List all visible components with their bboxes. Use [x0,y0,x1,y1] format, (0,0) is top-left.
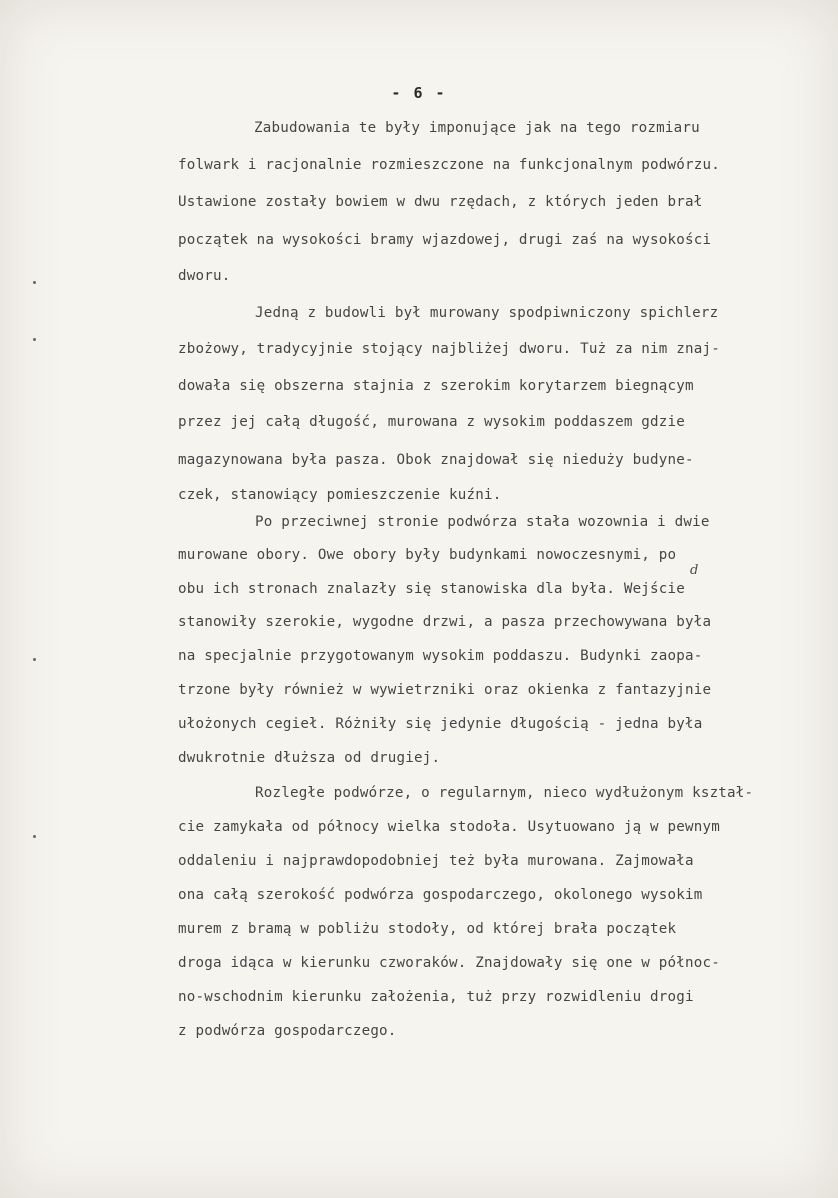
text-line: Ustawione zostały bowiem w dwu rzędach, z których jeden brał [178,194,703,210]
text-line: stanowiły szerokie, wygodne drzwi, a pasza przechowywana była [178,614,712,630]
text-line: no-wschodnim kierunku założenia, tuż przy rozwidleniu drogi [178,989,694,1005]
text-line: na specjalnie przygotowanym wysokim poddaszu. Budynki zaopa- [178,648,703,664]
margin-dot [33,835,36,838]
text-line: oddaleniu i najprawdopodobniej też była murowana. Zajmowała [178,853,694,869]
text-line: Rozległe podwórze, o regularnym, nieco wydłużonym kształ- [255,785,754,801]
text-line: folwark i racjonalnie rozmieszczone na funkcjonalnym podwórzu. [178,157,720,173]
text-line: ułożonych cegieł. Różniły się jedynie długością - jedna była [178,716,703,732]
margin-dot [33,338,36,341]
text-line: dwukrotnie dłuższa od drugiej. [178,750,441,766]
text-line: obu ich stronach znalazły się stanowiska dla była. Wejście [178,581,686,597]
text-line: trzone były również w wywietrzniki oraz okienka z fantazyjnie [178,682,712,698]
text-line: Jedną z budowli był murowany spodpiwniczony spichlerz [255,305,719,321]
text-line: czek, stanowiący pomieszczenie kuźni. [178,487,502,503]
text-line: magazynowana była pasza. Obok znajdował się nieduży budyne- [178,452,694,468]
text-line: dworu. [178,268,231,284]
page-number: - 6 - [391,84,447,102]
handwritten-correction: d [690,563,699,578]
text-line: dowała się obszerna stajnia z szerokim korytarzem biegnącym [178,378,694,394]
text-line: Po przeciwnej stronie podwórza stała wozownia i dwie [255,514,710,530]
text-line: cie zamykała od północy wielka stodoła. Usytuowano ją w pewnym [178,819,720,835]
text-line: z podwórza gospodarczego. [178,1023,397,1039]
text-line: murowane obory. Owe obory były budynkami nowoczesnymi, po [178,547,677,563]
text-line: Zabudowania te były imponujące jak na tego rozmiaru [254,120,700,136]
text-line: droga idąca w kierunku czworaków. Znajdowały się one w północ- [178,955,720,971]
text-line: zbożowy, tradycyjnie stojący najbliżej dworu. Tuż za nim znaj- [178,341,720,357]
text-line: ona całą szerokość podwórza gospodarczego, okolonego wysokim [178,887,703,903]
margin-dot [33,281,36,284]
text-line: początek na wysokości bramy wjazdowej, drugi zaś na wysokości [178,232,712,248]
text-line: przez jej całą długość, murowana z wysokim poddaszem gdzie [178,414,686,430]
text-line: murem z bramą w pobliżu stodoły, od której brała początek [178,921,677,937]
margin-dot [33,658,36,661]
